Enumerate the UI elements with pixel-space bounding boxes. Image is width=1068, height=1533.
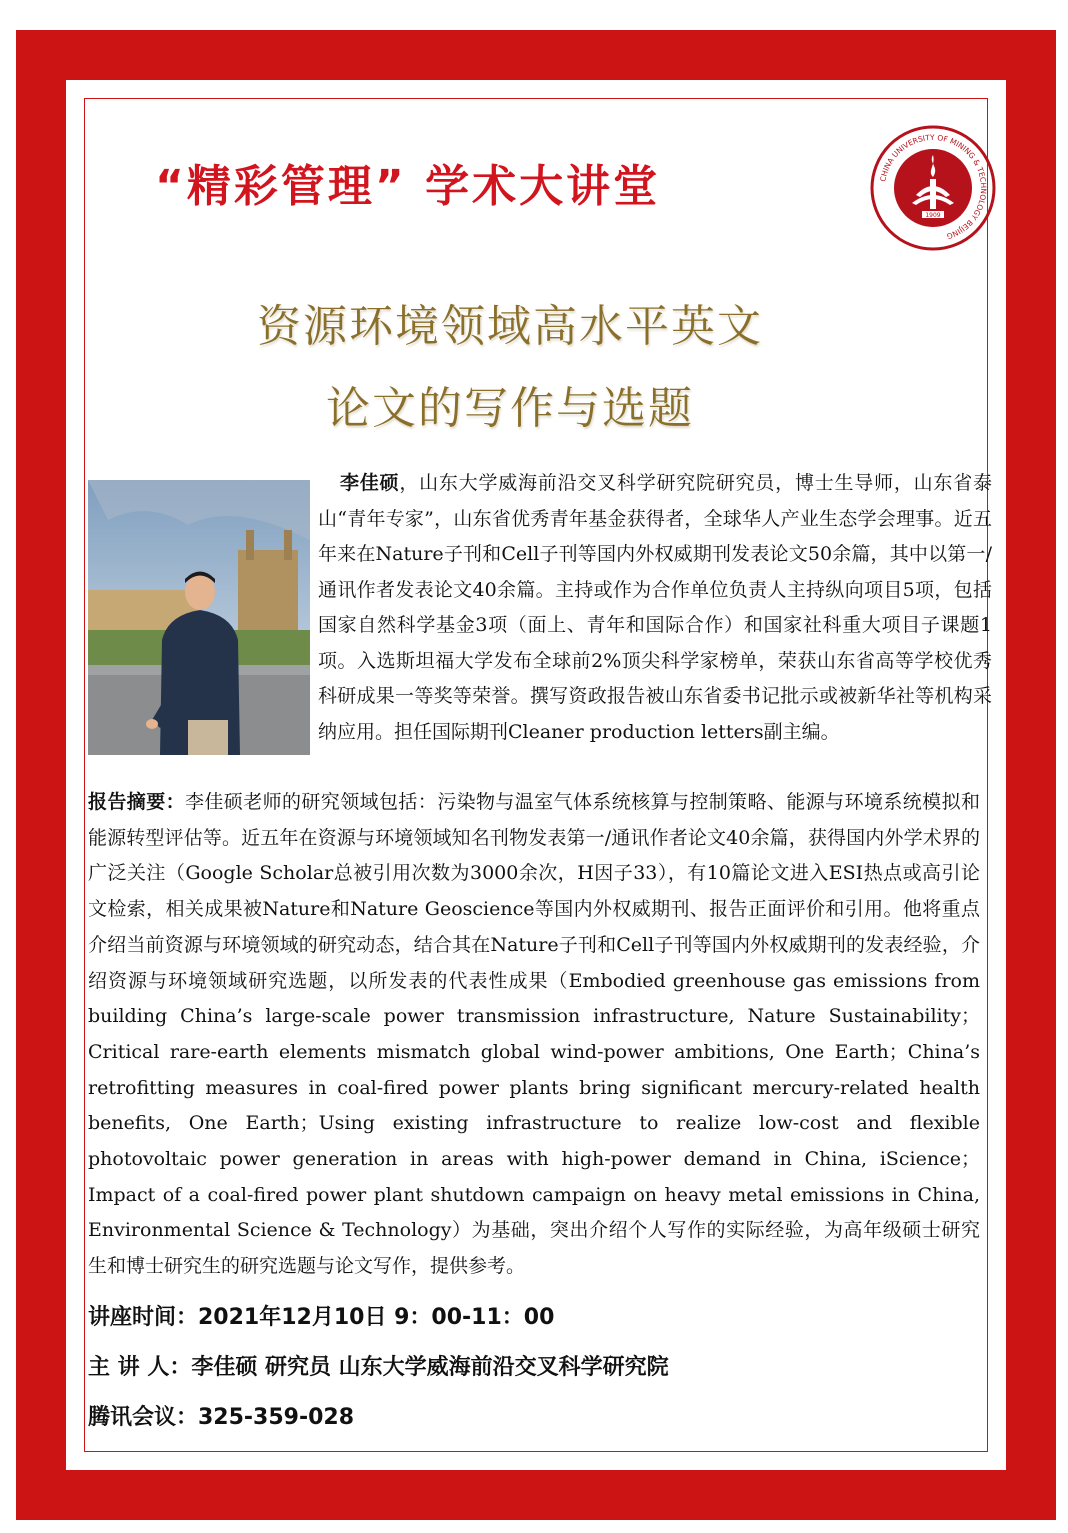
talk-title-line-1: 资源环境领域高水平英文: [257, 301, 763, 352]
seal-ring-text: CHINA UNIVERSITY OF MINING & TECHNOLOGY BEIJING: [878, 132, 989, 241]
talk-title-line-2: 论文的写作与选题: [326, 383, 694, 434]
speaker-bio-text: ，山东大学威海前沿交叉科学研究院研究员，博士生导师，山东省泰山“青年专家”，山东省优秀青年基金获得者，全球华人产业生态学会理事。近五年来在Nature子刊和Cell子刊等国内外权威期刊发表论文50余篇，其中以第一/通讯作者发表论文40余篇。主持或作为合作单位负责人主持纵向项目5项，包括国家自然科学基金3项（面上、青年和国际合作）和国家社科重大项目子课题1项。入选斯坦福大学发布全球前2%顶尖科学家榜单，荣获山东省高等学校优秀科研成果一等奖等荣誉。撰写资政报告被山东省委书记批示或被新华社等机构采纳应用。担任国际期刊Cleaner production letters副主编。: [318, 472, 992, 743]
speaker-photo: [88, 480, 310, 755]
lecture-speaker: 主 讲 人：李佳硕 研究员 山东大学威海前沿交叉科学研究院: [88, 1355, 669, 1380]
seal-year: 1909: [925, 212, 941, 219]
speaker-name: 李佳硕: [340, 472, 400, 494]
lecture-time: 讲座时间：2021年12月10日 9：00-11：00: [88, 1305, 555, 1330]
university-seal-icon: [870, 125, 996, 251]
tencent-meeting-id: 腾讯会议：325-359-028: [88, 1405, 355, 1430]
abstract-label: 报告摘要：: [88, 791, 185, 813]
abstract-text: 李佳硕老师的研究领域包括：污染物与温室气体系统核算与控制策略、能源与环境系统模拟和能源转型评估等。近五年在资源与环境领域知名刊物发表第一/通讯作者论文40余篇，获得国内外学术界的广泛关注（Google Scholar总被引用次数为3000余次，H因子33），有10篇论文进入ESI热点或高引论文检索，相关成果被Nature和Nature Geoscience等国内外权威期刊、报告正面评价和引用。他将重点介绍当前资源与环境领域的研究动态，结合其在Nature子刊和Cell子刊等国内外权威期刊的发表经验，介绍资源与环境领域研究选题，以所发表的代表性成果（Embodied greenhouse gas emissions from building China’s large-scale power transmission infrastructure, Nature Sustainability；Critical rare-earth elements mismatch global wind-power ambitions, One Earth；China’s retrofitting measures in coal-fired power plants bring significant mercury-related health benefits, One Earth；Using existing infrastructure to realize low-cost and flexible photovoltaic power generation in areas with high-power demand in China, iScience；Impact of a coal-fired power plant shutdown campaign on heavy metal emissions in China, Environmental Science & Technology）为基础，突出介绍个人写作的实际经验，为高年级硕士研究生和博士研究生的研究选题与论文写作，提供参考。: [88, 791, 980, 1278]
talk-abstract: [88, 785, 980, 1285]
speaker-bio: [318, 466, 992, 750]
series-title: “精彩管理” 学术大讲堂: [155, 161, 661, 212]
poster-frame: [16, 30, 1056, 1520]
